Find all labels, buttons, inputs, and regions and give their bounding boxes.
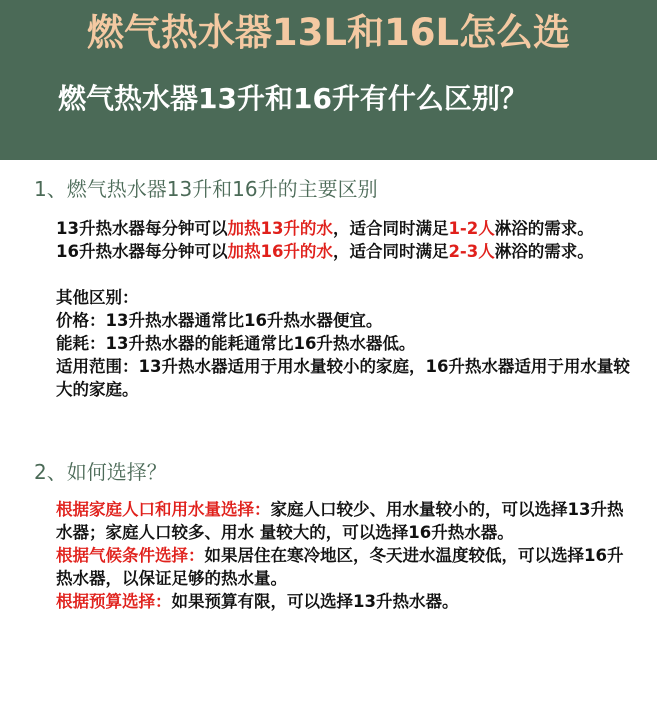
criteria-label: 根据气候条件选择： — [56, 546, 205, 565]
text-segment: 16升热水器每分钟可以 — [56, 242, 228, 261]
energy-line: 能耗：13升热水器的能耗通常比16升热水器低。 — [56, 334, 416, 353]
criteria-text: 家庭人口较少、用水量较小的，可以选择13升热水器；家庭人口较多、用水 量较大的，可以选择16升热水器。 — [56, 500, 624, 542]
text-segment: ，适合同时满足 — [332, 242, 449, 261]
choose-by-climate — [56, 544, 636, 590]
highlight-text: 加热16升的水 — [227, 242, 333, 261]
text-segment: 淋浴的需求。 — [494, 242, 594, 261]
criteria-label: 根据预算选择： — [56, 592, 172, 611]
capacity-13l-paragraph — [56, 217, 636, 240]
spacer — [56, 263, 636, 286]
highlight-text: 1-2人 — [448, 219, 495, 238]
section-heading-differences: 1、燃气热水器13升和16升的主要区别 — [34, 177, 378, 201]
section-differences-body — [56, 217, 636, 401]
capacity-16l-paragraph — [56, 240, 636, 263]
page-subtitle: 燃气热水器13升和16升有什么区别？ — [58, 82, 528, 115]
price-line: 价格：13升热水器通常比16升热水器便宜。 — [56, 311, 383, 330]
criteria-text: 如果预算有限，可以选择13升热水器。 — [171, 592, 459, 611]
text-segment: 淋浴的需求。 — [494, 219, 594, 238]
text-segment: ，适合同时满足 — [332, 219, 449, 238]
text-segment: 13升热水器每分钟可以 — [56, 219, 228, 238]
page-title: 燃气热水器13L和16L怎么选 — [86, 11, 571, 54]
other-differences-title: 其他区别： — [56, 288, 139, 307]
highlight-text: 2-3人 — [448, 242, 495, 261]
criteria-text: 如果居住在寒冷地区，冬天进水温度较低，可以选择16升热水器，以保证足够的热水量。 — [56, 546, 624, 588]
section-heading-how-to-choose: 2、如何选择？ — [34, 460, 167, 484]
highlight-text: 加热13升的水 — [227, 219, 333, 238]
choose-by-budget — [56, 590, 636, 613]
section-choose-body — [56, 498, 636, 613]
choose-by-household — [56, 498, 636, 544]
criteria-label: 根据家庭人口和用水量选择： — [56, 500, 271, 519]
scope-line: 适用范围：13升热水器适用于用水量较小的家庭，16升热水器适用于用水量较大的家庭。 — [56, 357, 630, 399]
header-banner — [0, 0, 657, 160]
